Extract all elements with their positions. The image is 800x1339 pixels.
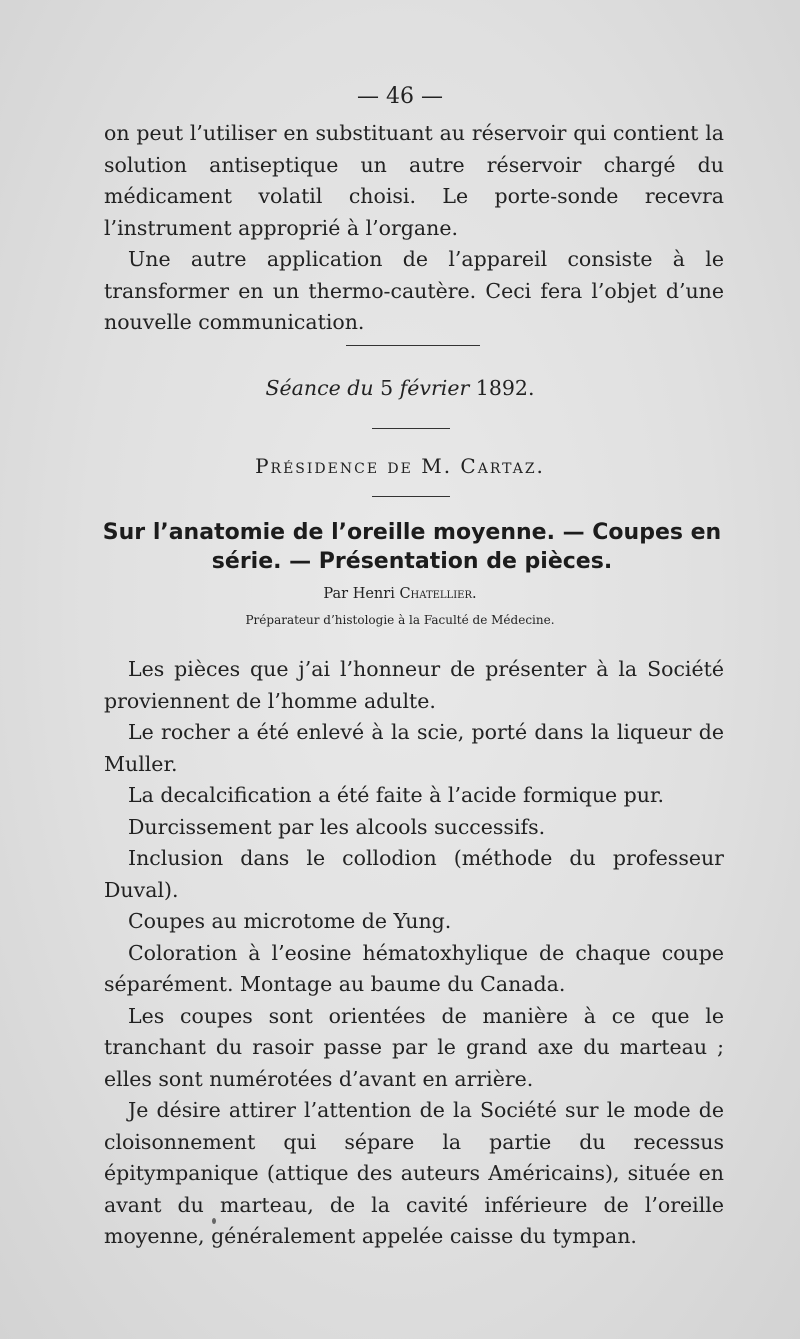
paragraph: on peut l’utiliser en substituant au réservoir qui contient la solution antiseptique un autre réservoir chargé du médicament volatil choisi. Le porte-sonde recevra l’instrument approprié à l’organe. xyxy=(104,121,724,240)
paragraph: Coloration à l’eosine hématoxhylique de chaque coupe séparément. Montage au baume du Canada. xyxy=(104,940,724,996)
presidence-heading xyxy=(0,454,800,478)
paragraph: Une autre application de l’appareil consiste à le transformer en un thermo-cautère. Ceci fera l’objet d’une nouvelle communication. xyxy=(104,247,724,334)
section-divider xyxy=(372,496,450,497)
president-name: M. Cartaz. xyxy=(421,454,545,478)
author-name: Chatellier. xyxy=(399,586,477,602)
paragraph: La decalcification a été faite à l’acide formique pur. xyxy=(128,783,665,807)
paragraph: Inclusion dans le collodion (méthode du professeur Duval). xyxy=(104,846,724,902)
paragraph: Durcissement par les alcools successifs. xyxy=(128,814,546,839)
paragraph: Je désire attirer l’attention de la Société sur le mode de cloisonnement qui sépare la partie du recessus épitympanique (attique des auteurs Américains), située en avant du marteau, de la cavité inférieure de l’oreille moyenne, généralement appelée caisse du tympan. xyxy=(104,1098,724,1248)
article-title-line: Sur l’anatomie de l’oreille moyenne. — Coupes en xyxy=(102,520,722,545)
page-number: — 46 — xyxy=(357,84,443,109)
author-affiliation: Préparateur d’histologie à la Faculté de Médecine. xyxy=(245,613,555,627)
ink-speck xyxy=(212,1218,216,1224)
paragraph: Les coupes sont orientées de manière à ce que le tranchant du rasoir passe par le grand axe du marteau ; elles sont numérotées d’avant en arrière. xyxy=(104,1003,724,1091)
article-title xyxy=(96,518,728,576)
session-year: 1892. xyxy=(475,376,535,400)
presidence-label: Présidence de xyxy=(255,454,413,478)
session-date xyxy=(0,376,800,400)
session-label: Séance du xyxy=(265,376,374,400)
section-divider xyxy=(346,345,480,346)
article-body xyxy=(104,654,724,1253)
session-day: 5 xyxy=(380,376,394,400)
paragraph: Le rocher a été enlevé à la scie, porté dans la liqueur de Muller. xyxy=(104,720,724,776)
author-prefix: Par Henri xyxy=(323,586,395,602)
section-divider xyxy=(372,428,450,429)
author-line xyxy=(0,586,800,602)
session-month: février xyxy=(399,376,470,400)
paragraph: Les pièces que j’ai l’honneur de présenter à la Société proviennent de l’homme adulte. xyxy=(104,657,724,713)
article-title-line: série. — Présentation de pièces. xyxy=(211,549,613,574)
continuation-text xyxy=(104,118,724,339)
paragraph: Coupes au microtome de Yung. xyxy=(128,909,452,933)
